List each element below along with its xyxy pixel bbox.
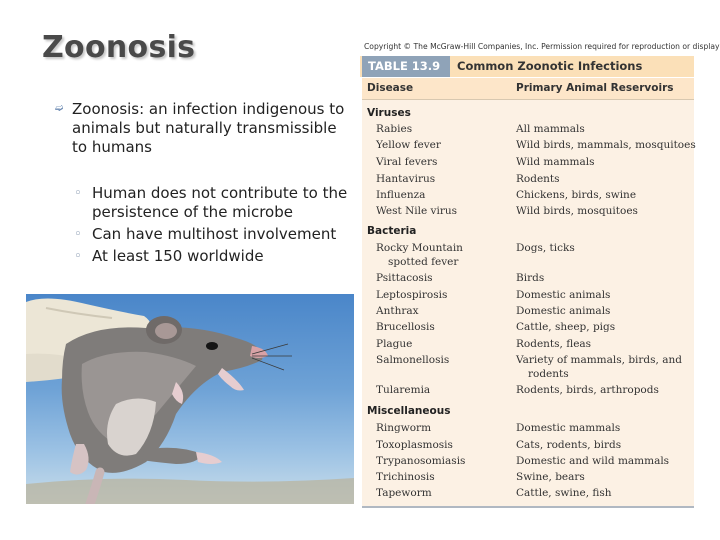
- circle-bullet-icon: ◦: [74, 186, 82, 201]
- reservoir-cell: Rodents, fleas: [516, 338, 592, 350]
- main-bullet: [55, 100, 345, 157]
- reservoir-cell: Rodents: [516, 173, 560, 185]
- sub-bullet-text: Can have multihost involvement: [92, 225, 337, 243]
- section-heading: Miscellaneous: [367, 405, 451, 417]
- disease-cell: Tapeworm: [376, 487, 432, 499]
- disease-cell: Psittacosis: [376, 272, 433, 284]
- disease-cell: Rocky Mountain: [376, 242, 463, 254]
- zoonotic-infections-table: [360, 38, 720, 508]
- column-header-disease: Disease: [367, 82, 414, 94]
- reservoir-cell: Rodents, birds, arthropods: [516, 384, 659, 396]
- reservoir-cell: Cattle, sheep, pigs: [516, 321, 616, 333]
- section-heading: Bacteria: [367, 225, 417, 237]
- disease-cell: West Nile virus: [376, 205, 458, 217]
- reservoir-cell-continued: rodents: [528, 368, 569, 380]
- reservoir-cell: Dogs, ticks: [516, 242, 575, 254]
- reservoir-cell: Chickens, birds, swine: [516, 189, 637, 201]
- reservoir-cell: Wild mammals: [516, 156, 595, 168]
- reservoir-cell: Birds: [516, 272, 545, 284]
- disease-cell: Ringworm: [376, 422, 432, 434]
- sub-bullet: [74, 225, 354, 244]
- disease-cell: Brucellosis: [376, 321, 435, 333]
- circle-bullet-icon: ◦: [74, 227, 82, 242]
- slide-title: Zoonosis: [42, 30, 196, 65]
- reservoir-cell: Variety of mammals, birds, and: [516, 354, 682, 366]
- reservoir-cell: All mammals: [516, 123, 585, 135]
- column-header-reservoir: Primary Animal Reservoirs: [516, 82, 674, 94]
- rodent-illustration: [26, 294, 354, 504]
- table-body: [362, 78, 694, 508]
- copyright-notice: Copyright © The McGraw-Hill Companies, Inc. Permission required for reproduction or display: [364, 42, 720, 51]
- reservoir-cell: Domestic animals: [516, 289, 611, 301]
- disease-cell: Anthrax: [376, 305, 419, 317]
- disease-cell: Toxoplasmosis: [376, 439, 453, 451]
- disease-cell-continued: spotted fever: [388, 256, 459, 268]
- disease-cell: Leptospirosis: [376, 289, 448, 301]
- reservoir-cell: Wild birds, mammals, mosquitoes: [516, 139, 696, 151]
- reservoir-cell: Domestic and wild mammals: [516, 455, 670, 467]
- reservoir-cell: Wild birds, mosquitoes: [516, 205, 638, 217]
- disease-cell: Rabies: [376, 123, 413, 135]
- disease-cell: Tularemia: [376, 384, 431, 396]
- rodent-photo: [26, 294, 354, 504]
- reservoir-cell: Swine, bears: [516, 471, 585, 483]
- disease-cell: Hantavirus: [376, 173, 436, 185]
- sub-bullet-text: Human does not contribute to the persistence of the microbe: [92, 184, 348, 221]
- disease-cell: Salmonellosis: [376, 354, 450, 366]
- table-number: TABLE 13.9: [362, 56, 450, 77]
- sub-bullet-text: At least 150 worldwide: [92, 247, 264, 265]
- table-header: [360, 56, 694, 77]
- disease-cell: Plague: [376, 338, 413, 350]
- sub-bullet: [74, 184, 354, 222]
- reservoir-cell: Cattle, swine, fish: [516, 487, 612, 499]
- circle-bullet-icon: ◦: [74, 249, 82, 264]
- table-title: Common Zoonotic Infections: [457, 59, 643, 73]
- reservoir-cell: Domestic mammals: [516, 422, 621, 434]
- main-bullet-text: Zoonosis: an infection indigenous to animals but naturally transmissible to humans: [72, 100, 345, 156]
- section-heading: Viruses: [367, 107, 411, 119]
- disease-cell: Trichinosis: [376, 471, 435, 483]
- disease-cell: Influenza: [376, 189, 426, 201]
- sub-bullet-list: [74, 184, 354, 269]
- reservoir-cell: Cats, rodents, birds: [516, 439, 622, 451]
- disease-cell: Yellow fever: [376, 139, 441, 151]
- reservoir-cell: Domestic animals: [516, 305, 611, 317]
- arrow-bullet-icon: ➫: [55, 103, 64, 114]
- sub-bullet: [74, 247, 354, 266]
- disease-cell: Trypanosomiasis: [376, 455, 466, 467]
- column-header-row: [362, 78, 694, 100]
- disease-cell: Viral fevers: [376, 156, 438, 168]
